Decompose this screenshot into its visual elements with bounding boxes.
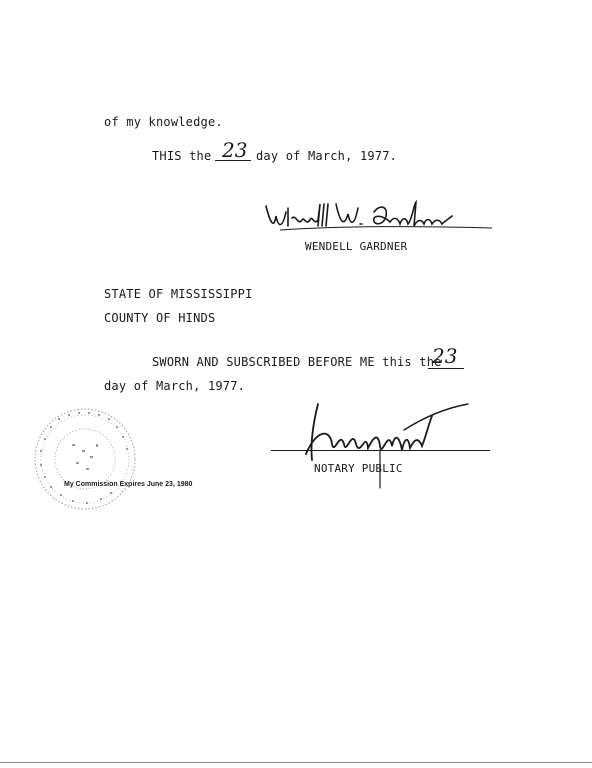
venue-county: COUNTY OF HINDS xyxy=(104,311,216,325)
notary-title: NOTARY PUBLIC xyxy=(314,462,403,475)
affiant-printed-name: WENDELL GARDNER xyxy=(305,240,408,253)
notary-seal-icon xyxy=(30,404,140,514)
venue-state: STATE OF MISSISSIPPI xyxy=(104,287,253,301)
jurat-day-handwritten: 23 xyxy=(432,344,458,368)
jurat-day-blank-line xyxy=(428,368,464,369)
commission-expiration-note: My Commission Expires June 23, 1980 xyxy=(64,481,193,488)
day-handwritten: 23 xyxy=(222,138,248,162)
dated-line-prefix: THIS the xyxy=(152,149,212,163)
jurat-continuation: day of March, 1977. xyxy=(104,379,246,393)
notary-signature-line xyxy=(271,450,490,451)
intro-line: of my knowledge. xyxy=(104,115,223,129)
notary-signature-icon xyxy=(296,400,472,492)
affiant-signature-icon xyxy=(262,196,494,236)
jurat-text: SWORN AND SUBSCRIBED BEFORE ME this the xyxy=(152,355,442,369)
dated-line-suffix: day of March, 1977. xyxy=(256,149,398,163)
scan-edge-line xyxy=(0,762,592,763)
